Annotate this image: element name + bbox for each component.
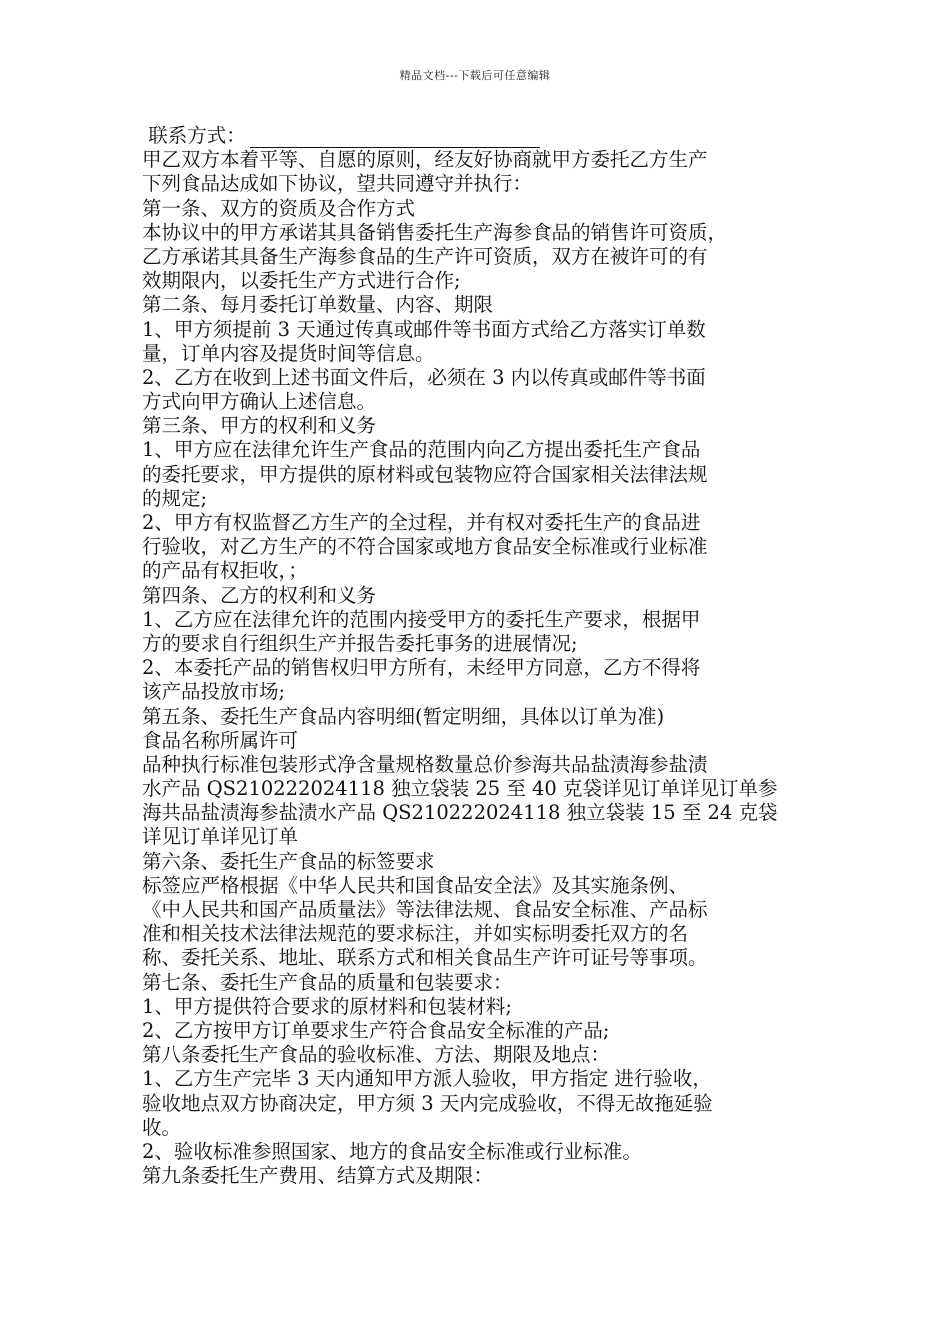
text-line: 的产品有权拒收，； [142,559,308,583]
text-line: 下列食品达成如下协议，望共同遵守并执行： [142,172,533,196]
text-line: 第六条、委托生产食品的标签要求 [142,849,435,873]
contact-blank-field [250,129,540,148]
text-line: 水产品 QS210222024118 独立袋装 25 至 40 克袋详见订单详见订单参 [142,777,778,801]
text-line: 食品名称所属许可 [142,728,299,752]
text-line: 收。 [142,1115,182,1139]
text-line: 第八条委托生产食品的验收标准、方法、期限及地点： [142,1043,611,1067]
text-line: 乙方承诺其具备生产海参食品的生产许可资质，双方在被许可的有 [142,244,708,268]
text-line: 称、委托关系、地址、联系方式和相关食品生产许可证号等事项。 [142,946,708,970]
text-line: 第二条、每月委托订单数量、内容、期限 [142,293,494,317]
text-line: 第七条、委托生产食品的质量和包装要求： [142,970,513,994]
text-line: 方的要求自行组织生产并报告委托事务的进展情况; [142,631,578,655]
text-line: 第四条、乙方的权利和义务 [142,583,377,607]
text-line: 效期限内，以委托生产方式进行合作; [142,269,461,293]
text-line: 行验收，对乙方生产的不符合国家或地方食品安全标准或行业标准 [142,535,708,559]
text-line: 的规定; [142,486,208,510]
text-line: 第一条、双方的资质及合作方式 [142,196,416,220]
text-line: 2、验收标准参照国家、地方的食品安全标准或行业标准。 [142,1139,642,1163]
text-line: 该产品投放市场; [142,680,286,704]
text-line: 2、甲方有权监督乙方生产的全过程，并有权对委托生产的食品进 [142,511,701,534]
page-header: 精品文档---下载后可任意编辑 [399,69,551,82]
text-line: 品种执行标准包装形式净含量规格数量总价参海共品盐渍海参盐渍 [142,752,708,776]
text-line: 本协议中的甲方承诺其具备销售委托生产海参食品的销售许可资质， [142,220,728,244]
text-line: 的委托要求，甲方提供的原材料或包装物应符合国家相关法律法规 [142,462,708,486]
text-line: 方式向甲方确认上述信息。 [142,390,377,414]
text-line: 第五条、委托生产食品内容明细(暂定明细，具体以订单为准) [142,704,665,728]
text-line: 验收地点双方协商决定，甲方须 3 天内完成验收，不得无故拖延验 [142,1091,713,1115]
text-line: 1、甲方须提前 3 天通过传真或邮件等书面方式给乙方落实订单数 [142,317,706,341]
text-line: 1、乙方生产完毕 3 天内通知甲方派人验收，甲方指定 进行验收， [142,1067,712,1091]
text-line: 详见订单详见订单 [142,825,299,849]
text-line: 甲乙双方本着平等、自愿的原则，经友好协商就甲方委托乙方生产 [142,148,708,172]
document-body [142,124,810,1188]
text-line: 第三条、甲方的权利和义务 [142,414,377,438]
text-line: 1、乙方应在法律允许的范围内接受甲方的委托生产要求，根据甲 [142,607,701,631]
text-line: 2、乙方按甲方订单要求生产符合食品安全标准的产品; [142,1018,610,1042]
text-line: 准和相关技术法律法规范的要求标注，并如实标明委托双方的名 [142,922,689,946]
text-line: 2、本委托产品的销售权归甲方所有，未经甲方同意，乙方不得将 [142,656,701,680]
text-line: 量，订单内容及提货时间等信息。 [142,341,435,365]
text-line: 1、甲方提供符合要求的原材料和包装材料; [142,994,512,1018]
text-line: 第九条委托生产费用、结算方式及期限： [142,1164,494,1188]
text-line: 2、乙方在收到上述书面文件后，必须在 3 内以传真或邮件等书面 [142,365,706,389]
text-line: 标签应严格根据《中华人民共和国食品安全法》及其实施条例、 [142,873,689,897]
text-line: 1、甲方应在法律允许生产食品的范围内向乙方提出委托生产食品 [142,438,701,462]
contact-line [142,124,810,148]
contact-label: 联系方式： [148,124,246,147]
text-line: 《中人民共和国产品质量法》等法律法规、食品安全标准、产品标 [142,898,708,921]
text-line: 海共品盐渍海参盐渍水产品 QS210222024118 独立袋装 15 至 24 克袋 [142,801,778,825]
